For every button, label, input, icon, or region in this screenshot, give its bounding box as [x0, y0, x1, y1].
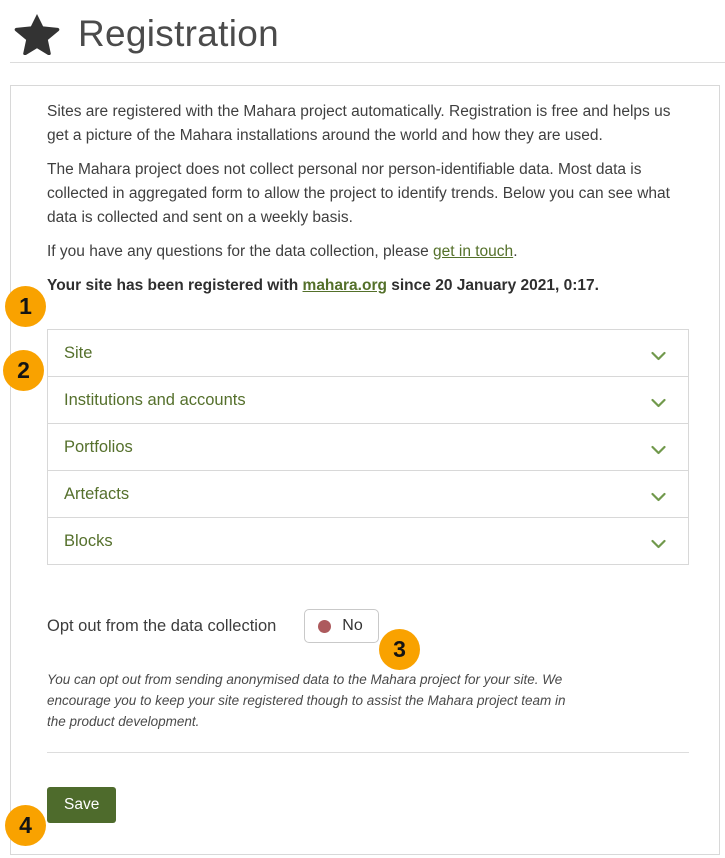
chevron-down-icon: [651, 442, 666, 452]
mahara-org-link[interactable]: mahara.org: [302, 277, 387, 294]
accordion-section-portfolios[interactable]: [47, 423, 689, 471]
accordion-section-artefacts[interactable]: [47, 470, 689, 518]
page-title: Registration: [78, 13, 280, 54]
optout-toggle-button[interactable]: [304, 609, 378, 643]
annotation-badge-2: 2: [3, 350, 44, 391]
chevron-down-icon: [651, 395, 666, 405]
data-collection-accordion: [47, 329, 689, 565]
star-icon: [14, 13, 60, 55]
page-header: [0, 0, 725, 58]
intro-paragraph-2: The Mahara project does not collect personal nor person-identifiable data. Most data is collected in aggregated form to allow the project to identify trends. Below you can see what data is collected and sent on a weekly basis.: [47, 161, 670, 226]
get-in-touch-link[interactable]: get in touch: [433, 243, 514, 260]
chevron-down-icon: [651, 536, 666, 546]
save-button[interactable]: Save: [47, 787, 116, 823]
toggle-status-dot: [318, 620, 331, 633]
optout-help-text: You can opt out from sending anonymised data to the Mahara project for your site. We encourage you to keep your site registered though to assist the Mahara project team in the product development.: [47, 672, 566, 729]
accordion-section-label: Artefacts: [64, 484, 130, 503]
chevron-down-icon: [651, 489, 666, 499]
accordion-section-blocks[interactable]: [47, 517, 689, 565]
intro-paragraph-3-text: If you have any questions for the data collection, please: [47, 243, 434, 260]
chevron-down-icon: [651, 348, 666, 358]
annotation-badge-1: 1: [5, 286, 46, 327]
registration-panel: [10, 85, 720, 855]
registered-status-text: Your site has been registered with: [47, 277, 303, 294]
accordion-section-site[interactable]: [47, 329, 689, 377]
intro-paragraph-3-period: .: [513, 243, 518, 260]
intro-paragraph-1: Sites are registered with the Mahara project automatically. Registration is free and helps us get a picture of the Mahara installations around the world and how they are used.: [47, 103, 671, 144]
registered-status-date: since 20 January 2021, 0:17.: [386, 277, 599, 294]
accordion-section-institutions-accounts[interactable]: [47, 376, 689, 424]
optout-label: Opt out from the data collection: [47, 616, 277, 635]
annotation-badge-4: 4: [5, 805, 46, 846]
accordion-section-label: Portfolios: [64, 437, 133, 456]
accordion-section-label: Blocks: [64, 531, 113, 550]
optout-row: [47, 609, 689, 643]
intro-paragraph-3: [47, 240, 689, 264]
form-divider: [47, 752, 689, 753]
header-divider: [10, 62, 725, 63]
annotation-badge-3: 3: [379, 629, 420, 670]
accordion-section-label: Institutions and accounts: [64, 390, 246, 409]
toggle-value-label: No: [342, 617, 363, 634]
registered-status-line: [47, 274, 689, 298]
accordion-section-label: Site: [64, 343, 93, 362]
